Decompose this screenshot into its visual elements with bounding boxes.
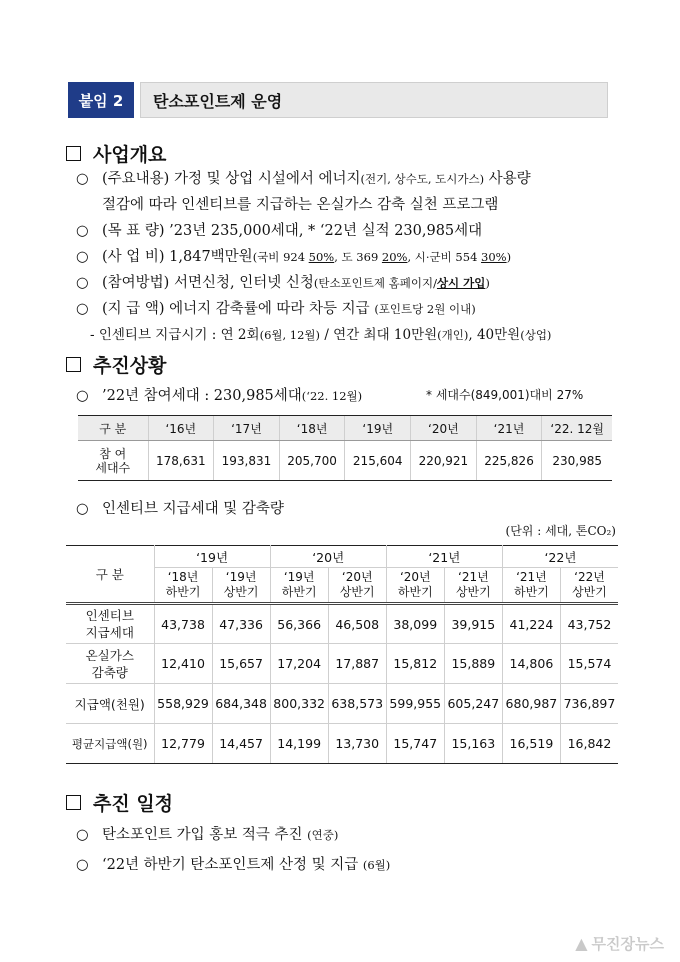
table-header-row: 구 분 ‘16년 ‘17년 ‘18년 ‘19년 ‘20년 ‘21년 ‘22. 12월 (78, 416, 612, 441)
table-header-row: ‘18년 하반기 ‘19년 상반기 ‘19년 하반기 ‘20년 상반기 ‘20년 하반기 ‘21년 상반기 ‘21년 하반기 ‘22년 상반기 (66, 568, 618, 604)
attachment-badge: 붙임 2 (68, 82, 134, 118)
table-row: 지급액(천원) 558,929 684,348 800,332 638,573 599,955 605,247 680,987 736,897 (66, 684, 618, 724)
overview-item-method: ○ (참여방법) 서면신청, 인터넷 신청(탄소포인트제 홈페이지/상시 가입) (76, 275, 490, 291)
table-row: 참 여 세대수 178,631 193,831 205,700 215,604 220,921 225,826 230,985 (78, 441, 612, 481)
bullet-circle-icon: ○ (76, 388, 89, 404)
mountain-logo-icon: ▲ (575, 934, 588, 953)
checkbox-square-icon (66, 146, 81, 161)
checkbox-square-icon (66, 795, 81, 810)
schedule-item-payment: ○ ‘22년 하반기 탄소포인트제 산정 및 지급 (6월) (76, 857, 391, 873)
bullet-circle-icon: ○ (76, 857, 89, 873)
bullet-circle-icon: ○ (76, 223, 89, 239)
overview-item-content: ○ (주요내용) 가정 및 상업 시설에서 에너지(전기, 상수도, 도시가스) 사용량 (76, 171, 531, 187)
overview-item-content-cont: 절감에 따라 인센티브를 지급하는 온실가스 감축 실천 프로그램 (102, 197, 499, 213)
participation-line: ○ ’22년 참여세대 : 230,985세대(‘22. 12월) (76, 388, 363, 404)
section-heading-schedule: 추진 일정 (66, 789, 173, 816)
bullet-circle-icon: ○ (76, 827, 89, 843)
table-row: 평균지급액(원) 12,779 14,457 14,199 13,730 15,747 15,163 16,519 16,842 (66, 724, 618, 764)
bullet-circle-icon: ○ (76, 249, 89, 265)
bullet-circle-icon: ○ (76, 301, 89, 317)
overview-item-budget: ○ (사 업 비) 1,847백만원(국비 924 50%, 도 369 20%, 시·군비 554 30%) (76, 249, 512, 265)
table-row: 온실가스 감축량 12,410 15,657 17,204 17,887 15,812 15,889 14,806 15,574 (66, 644, 618, 684)
participation-table (78, 415, 612, 481)
overview-item-amount: ○ (지 급 액) 에너지 감축률에 따라 차등 지급 (포인트당 2원 이내) (76, 301, 476, 317)
bullet-circle-icon: ○ (76, 275, 89, 291)
section-heading-overview: 사업개요 (66, 140, 166, 167)
overview-item-schedule: - 인센티브 지급시기 : 연 2회(6월, 12월) / 연간 최대 10만원(개인), 40만원(상업) (90, 327, 552, 343)
table-row: 인센티브 지급세대 43,738 47,336 56,366 46,508 38,099 39,915 41,224 43,752 (66, 604, 618, 644)
bullet-circle-icon: ○ (76, 171, 89, 187)
incentive-line: ○ 인센티브 지급세대 및 감축량 (76, 501, 284, 517)
section-heading-progress: 추진상황 (66, 351, 166, 378)
checkbox-square-icon (66, 357, 81, 372)
bullet-circle-icon: ○ (76, 501, 89, 517)
table-header-row: 구 분 ‘19년 ‘20년 ‘21년 ‘22년 (66, 546, 618, 568)
incentive-table (66, 545, 618, 764)
news-watermark: ▲ 무진장뉴스 (575, 934, 664, 953)
unit-note: (단위 : 세대, 톤CO₂) (505, 524, 616, 538)
participation-ratio-note: * 세대수(849,001)대비 27% (426, 388, 584, 402)
attachment-title: 탄소포인트제 운영 (140, 82, 608, 118)
schedule-item-promotion: ○ 탄소포인트 가입 홍보 적극 추진 (연중) (76, 827, 339, 843)
attachment-header (68, 82, 608, 118)
overview-item-target: ○ (목 표 량) ’23년 235,000세대, * ‘22년 실적 230,985세대 (76, 223, 483, 239)
